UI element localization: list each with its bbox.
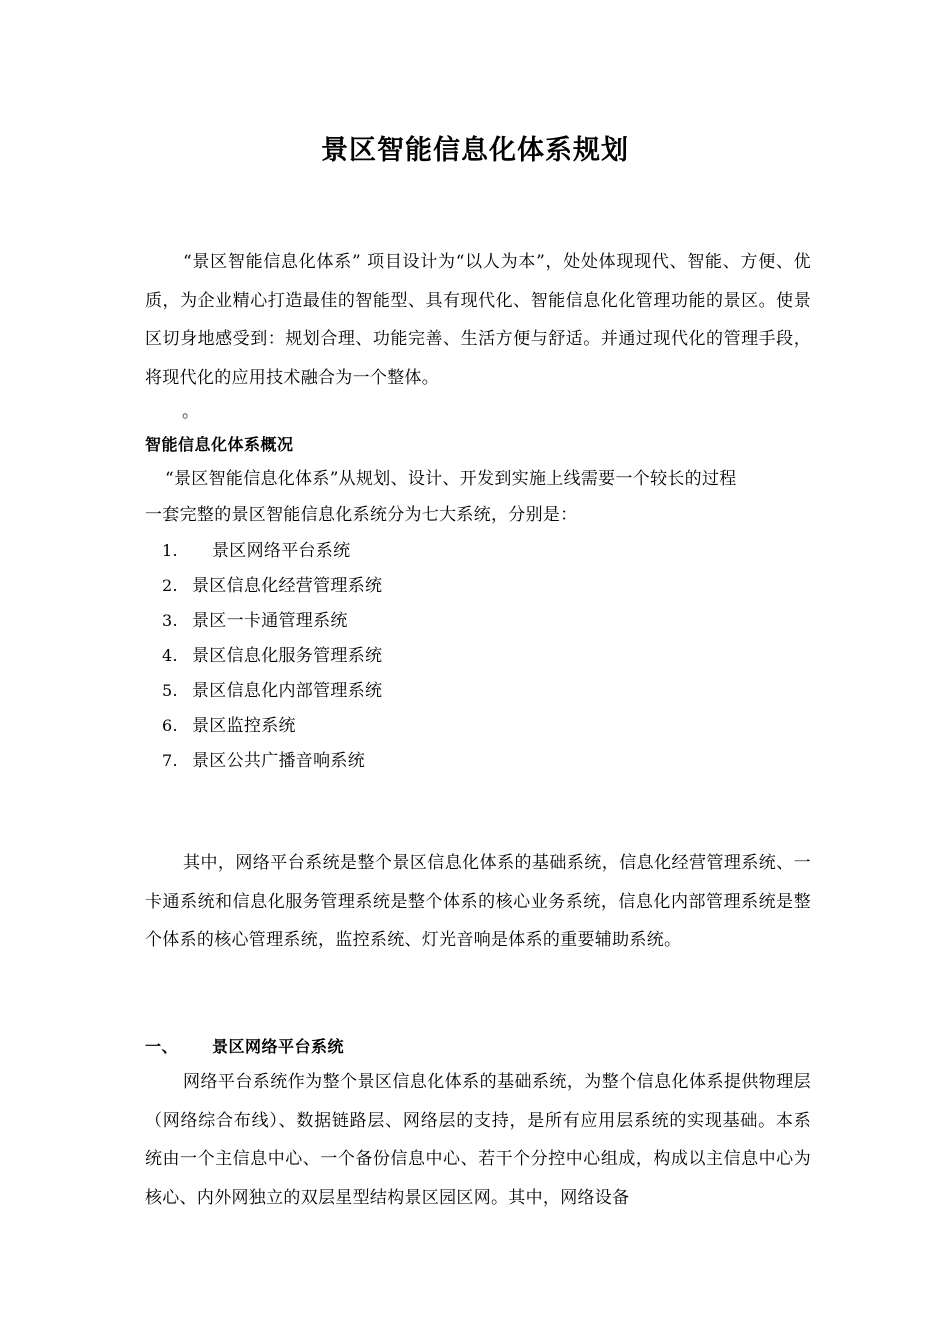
- list-item-label: 景区网络平台系统: [212, 541, 351, 561]
- section-1-heading: [145, 1033, 344, 1061]
- list-item: [162, 603, 382, 638]
- list-item-number: 6.: [162, 716, 178, 735]
- section-1-paragraph: 网络平台系统作为整个景区信息化体系的基础系统，为整个信息化体系提供物理层（网络综合布线）、数据链路层、网络层的支持，是所有应用层系统的实现基础。本系统由一个主信息中心、一个备份信息中心、若干个分控中心组成，构成以主信息中心为核心、内外网独立的双层星型结构景区园区网。其中，网络设备: [145, 1072, 811, 1208]
- list-item: [162, 708, 382, 743]
- page-title: 景区智能信息化体系规划: [321, 135, 629, 166]
- list-item-label: 景区监控系统: [192, 716, 296, 736]
- overview-heading: 智能信息化体系概况: [145, 435, 294, 454]
- list-item: [162, 743, 382, 778]
- list-item-number: 2.: [162, 576, 178, 595]
- list-item-number: 7.: [162, 751, 178, 770]
- list-item-number: 4.: [162, 646, 178, 665]
- list-item-label: 景区一卡通管理系统: [192, 611, 348, 631]
- stray-period: 。: [182, 402, 199, 422]
- list-item-label: 景区信息化服务管理系统: [192, 646, 383, 666]
- list-item-label: 景区信息化内部管理系统: [192, 681, 383, 701]
- intro-paragraph: “景区智能信息化体系” 项目设计为“以人为本”，处处体现现代、智能、方便、优质，为企业精心打造最佳的智能型、具有现代化、智能信息化化管理功能的景区。使景区切身地感受到：规划合理、功能完善、生活方便与舒适。并通过现代化的管理手段，将现代化的应用技术融合为一个整体。: [145, 252, 811, 388]
- list-item: [162, 638, 382, 673]
- overview-line-1: “景区智能信息化体系”从规划、设计、开发到实施上线需要一个较长的过程: [165, 469, 737, 489]
- list-item-number: 1.: [162, 541, 178, 560]
- overview-line-2: 一套完整的景区智能信息化系统分为七大系统，分别是：: [145, 505, 578, 525]
- list-item: [162, 568, 382, 603]
- section-1-number: 一、: [145, 1037, 179, 1056]
- section-1-title: 景区网络平台系统: [212, 1037, 345, 1056]
- list-item-label: 景区公共广播音响系统: [192, 751, 365, 771]
- summary-paragraph: 其中，网络平台系统是整个景区信息化体系的基础系统，信息化经营管理系统、一卡通系统和信息化服务管理系统是整个体系的核心业务系统，信息化内部管理系统是整个体系的核心管理系统，监控系统、灯光音响是体系的重要辅助系统。: [145, 853, 811, 950]
- systems-list: [162, 533, 382, 778]
- list-item-number: 5.: [162, 681, 178, 700]
- list-item: [162, 533, 382, 568]
- list-item: [162, 673, 382, 708]
- list-item-number: 3.: [162, 611, 178, 630]
- list-item-label: 景区信息化经营管理系统: [192, 576, 383, 596]
